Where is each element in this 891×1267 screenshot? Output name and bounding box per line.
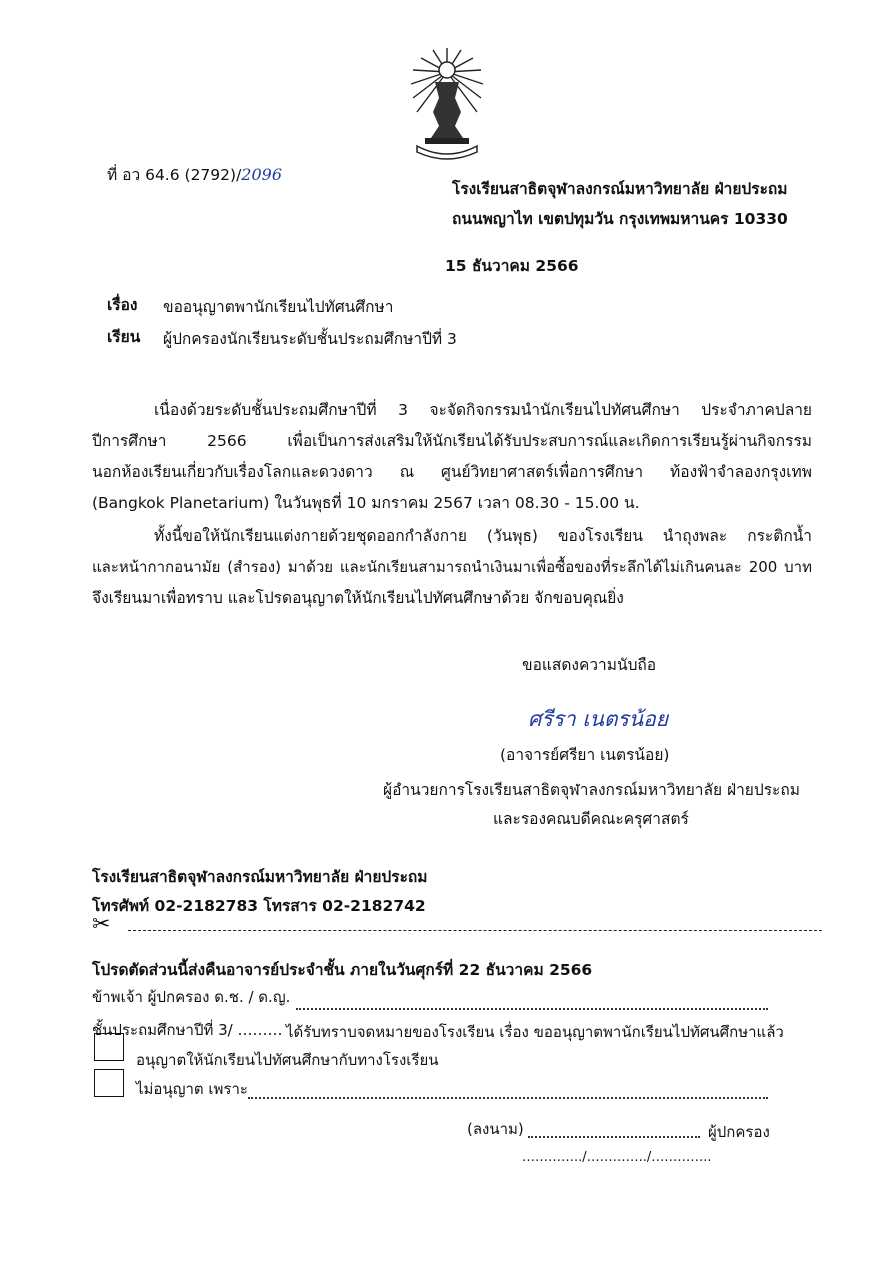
body-line: เนื่องด้วยระดับชั้นประถมศึกษาปีที่ 3 จะจัดกิจกรรมนำนักเรียนไปทัศนศึกษา ประจำภาคปลาย bbox=[154, 401, 812, 419]
body-line: (Bangkok Planetarium) ในวันพุธที่ 10 มกราคม 2567 เวลา 08.30 - 15.00 น. bbox=[92, 494, 640, 512]
parent-label: ข้าพเจ้า ผู้ปกครอง ด.ช. / ด.ญ. bbox=[92, 988, 291, 1006]
parent-name-field[interactable] bbox=[296, 1008, 768, 1010]
school-address: ถนนพญาไท เขตปทุมวัน กรุงเทพมหานคร 10330 bbox=[452, 210, 788, 228]
closing: ขอแสดงความนับถือ bbox=[522, 656, 657, 674]
sign-label: (ลงนาม) bbox=[467, 1120, 524, 1138]
allow-checkbox[interactable] bbox=[94, 1033, 124, 1061]
reference-number-text: ที่ อว 64.6 (2792)/ bbox=[107, 166, 242, 184]
reference-number bbox=[107, 162, 282, 187]
subject-text: ขออนุญาตพานักเรียนไปทัศนศึกษา bbox=[163, 298, 394, 316]
signatory-title: ผู้อำนวยการโรงเรียนสาธิตจุฬาลงกรณ์มหาวิทยาลัย ฝ่ายประถม bbox=[383, 781, 800, 799]
body-paragraph-2 bbox=[92, 521, 812, 614]
school-name: โรงเรียนสาธิตจุฬาลงกรณ์มหาวิทยาลัย ฝ่ายประถม bbox=[452, 180, 788, 198]
letter-date: 15 ธันวาคม 2566 bbox=[445, 257, 579, 275]
sign-role: ผู้ปกครอง bbox=[708, 1123, 770, 1141]
body-line: ทั้งนี้ขอให้นักเรียนแต่งกายด้วยชุดออกกำลังกาย (วันพุธ) ของโรงเรียน นำถุงพละ กระติกน้ำ bbox=[154, 527, 812, 545]
contact-school: โรงเรียนสาธิตจุฬาลงกรณ์มหาวิทยาลัย ฝ่ายประถม bbox=[92, 868, 428, 886]
acknowledgement-text: ได้รับทราบจดหมายของโรงเรียน เรื่อง ขออนุญาตพานักเรียนไปทัศนศึกษาแล้ว bbox=[286, 1023, 784, 1041]
deny-checkbox[interactable] bbox=[94, 1069, 124, 1097]
deny-reason-field[interactable] bbox=[248, 1097, 768, 1099]
recipient-text: ผู้ปกครองนักเรียนระดับชั้นประถมศึกษาปีที่ 3 bbox=[163, 330, 457, 348]
body-line: ปีการศึกษา 2566 เพื่อเป็นการส่งเสริมให้นักเรียนได้รับประสบการณ์และเกิดการเรียนรู้ผ่านกิจกรรม bbox=[92, 432, 812, 450]
subject-label: เรื่อง bbox=[107, 296, 138, 314]
deny-option-label: ไม่อนุญาต เพราะ bbox=[136, 1080, 248, 1098]
body-line: นอกห้องเรียนเกี่ยวกับเรื่องโลกและดวงดาว ณ ศูนย์วิทยาศาสตร์เพื่อการศึกษา ท้องฟ้าจำลองกรุงเทพ bbox=[92, 463, 812, 481]
parent-signature-field[interactable] bbox=[528, 1136, 700, 1138]
return-instruction: โปรดตัดส่วนนี้ส่งคืนอาจารย์ประจำชั้น ภายในวันศุกร์ที่ 22 ธันวาคม 2566 bbox=[92, 961, 593, 979]
allow-option-label: อนุญาตให้นักเรียนไปทัศนศึกษากับทางโรงเรียน bbox=[136, 1051, 439, 1069]
grade-room-field[interactable]: ……… bbox=[237, 1021, 283, 1039]
scissors-icon: ✂ bbox=[92, 912, 111, 937]
date-field[interactable]: …………../…………../………….. bbox=[522, 1150, 712, 1165]
cut-line bbox=[128, 930, 822, 931]
body-paragraph-1 bbox=[92, 395, 812, 519]
grade-prefix: ชั้นประถมศึกษาปีที่ 3/ bbox=[92, 1021, 233, 1039]
body-line: และหน้ากากอนามัย (สำรอง) มาด้วย และนักเรียนสามารถนำเงินมาเพื่อซื้อของที่ระลึกได้ไม่เกินคนละ 200 บาท bbox=[92, 558, 812, 576]
reference-number-handwritten: 2096 bbox=[241, 165, 283, 184]
signatory-name: (อาจารย์ศรียา เนตรน้อย) bbox=[500, 746, 670, 764]
body-line: จึงเรียนมาเพื่อทราบ และโปรดอนุญาตให้นักเรียนไปทัศนศึกษาด้วย จักขอบคุณยิ่ง bbox=[92, 589, 624, 607]
signatory-title-2: และรองคณบดีคณะครุศาสตร์ bbox=[493, 810, 689, 828]
university-crest-icon bbox=[405, 42, 489, 162]
signature-handwritten: ศรีรา เนตรน้อย bbox=[528, 707, 669, 731]
recipient-label: เรียน bbox=[107, 328, 141, 346]
contact-phone: โทรศัพท์ 02-2182783 โทรสาร 02-2182742 bbox=[92, 897, 426, 915]
